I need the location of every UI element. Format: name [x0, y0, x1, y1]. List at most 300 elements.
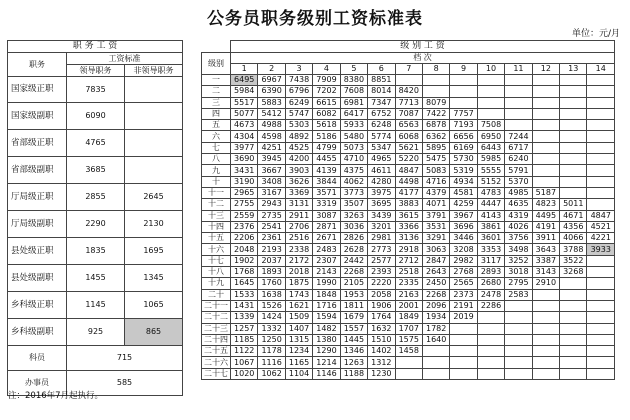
- salary-cell: [560, 368, 587, 379]
- salary-cell: 7193: [450, 120, 477, 131]
- position-row: [8, 211, 183, 238]
- salary-cell: 1067: [231, 357, 258, 368]
- leader-salary: 2290: [67, 211, 125, 238]
- salary-cell: [532, 323, 559, 334]
- salary-cell: 3063: [422, 244, 449, 255]
- salary-cell: [587, 131, 615, 142]
- grade-column-header: 档 次: [231, 53, 615, 64]
- position-row: [8, 184, 183, 211]
- salary-cell: [532, 300, 559, 311]
- salary-cell: 6967: [258, 75, 285, 86]
- salary-cell: [532, 312, 559, 323]
- salary-cell: 8079: [422, 97, 449, 108]
- salary-cell: [587, 368, 615, 379]
- salary-cell: 2680: [477, 278, 504, 289]
- salary-cell: 1557: [340, 323, 367, 334]
- salary-cell: [532, 75, 559, 86]
- salary-cell: 4259: [450, 199, 477, 210]
- salary-cell: 4581: [450, 187, 477, 198]
- salary-cell: 6717: [505, 142, 532, 153]
- salary-cell: 5319: [450, 165, 477, 176]
- salary-cell: 6752: [368, 108, 395, 119]
- level-row: [202, 244, 615, 255]
- level-name: 二十一: [202, 300, 231, 311]
- salary-cell: [532, 176, 559, 187]
- salary-cell: 3695: [368, 199, 395, 210]
- level-name: 八: [202, 154, 231, 165]
- level-name: 二十: [202, 289, 231, 300]
- salary-cell: 4847: [395, 165, 422, 176]
- salary-cell: [505, 357, 532, 368]
- salary-cell: 3571: [313, 187, 340, 198]
- salary-cell: 1526: [258, 300, 285, 311]
- salary-cell: 2583: [505, 289, 532, 300]
- level-row: [202, 210, 615, 221]
- salary-cell: 4280: [368, 176, 395, 187]
- position-salary-table: [7, 40, 183, 396]
- salary-cell: [587, 346, 615, 357]
- position-name: 科员: [8, 346, 67, 371]
- level-row: [202, 154, 615, 165]
- salary-cell: 3263: [340, 210, 367, 221]
- salary-cell: 3190: [231, 176, 258, 187]
- level-name: 六: [202, 131, 231, 142]
- salary-cell: 8420: [395, 86, 422, 97]
- salary-cell: [587, 199, 615, 210]
- salary-cell: [505, 312, 532, 323]
- salary-cell: 1594: [313, 312, 340, 323]
- salary-cell: [532, 142, 559, 153]
- salary-cell: [560, 357, 587, 368]
- salary-cell: 6563: [395, 120, 422, 131]
- salary-cell: [587, 142, 615, 153]
- position-name: 厅局级正职: [8, 184, 67, 211]
- salary-cell: 3143: [532, 267, 559, 278]
- salary-cell: 2559: [231, 210, 258, 221]
- position-name: 省部级副职: [8, 157, 67, 184]
- salary-cell: 2048: [231, 244, 258, 255]
- salary-cell: [587, 120, 615, 131]
- grade-header: 5: [340, 64, 367, 75]
- salary-cell: 3319: [313, 199, 340, 210]
- salary-cell: 5621: [395, 142, 422, 153]
- salary-cell: 5480: [340, 131, 367, 142]
- grade-header: 3: [285, 64, 312, 75]
- level-row: [202, 75, 615, 86]
- salary-cell: 4200: [285, 154, 312, 165]
- level-row: [202, 142, 615, 153]
- level-name: 二十五: [202, 346, 231, 357]
- salary-cell: [532, 289, 559, 300]
- position-name: 办事员: [8, 371, 67, 396]
- salary-cell: 2143: [313, 267, 340, 278]
- salary-cell: 1679: [340, 312, 367, 323]
- salary-cell: 1339: [231, 312, 258, 323]
- salary-cell: 8380: [340, 75, 367, 86]
- salary-cell: 1188: [340, 368, 367, 379]
- position-row: [8, 103, 183, 130]
- level-name: 十: [202, 176, 231, 187]
- nonleader-salary: [125, 77, 183, 103]
- salary-cell: 2442: [340, 255, 367, 266]
- salary-cell: 4611: [368, 165, 395, 176]
- salary-cell: 4671: [560, 210, 587, 221]
- salary-cell: 2220: [368, 278, 395, 289]
- position-column-header: 职务: [8, 53, 67, 77]
- level-row: [202, 108, 615, 119]
- salary-cell: 3615: [395, 210, 422, 221]
- position-name: 省部级正职: [8, 130, 67, 157]
- salary-cell: [560, 187, 587, 198]
- salary-cell: [560, 75, 587, 86]
- salary-cell: 1575: [395, 334, 422, 345]
- salary-cell: 2193: [258, 244, 285, 255]
- salary-cell: 1402: [368, 346, 395, 357]
- salary-cell: 5412: [258, 108, 285, 119]
- salary-cell: 5220: [395, 154, 422, 165]
- salary-cell: [532, 97, 559, 108]
- salary-cell: [560, 346, 587, 357]
- level-name: 二十七: [202, 368, 231, 379]
- salary-cell: [560, 176, 587, 187]
- salary-cell: 1431: [231, 300, 258, 311]
- salary-cell: 6656: [450, 131, 477, 142]
- salary-cell: [532, 357, 559, 368]
- salary-cell: [395, 75, 422, 86]
- salary-cell: 2628: [340, 244, 367, 255]
- salary-cell: 1250: [258, 334, 285, 345]
- salary-cell: 3844: [313, 176, 340, 187]
- salary-cell: [422, 368, 449, 379]
- salary-cell: [450, 323, 477, 334]
- salary-cell: 3439: [368, 210, 395, 221]
- salary-cell: 3791: [422, 210, 449, 221]
- salary-cell: 5730: [450, 154, 477, 165]
- level-row: [202, 165, 615, 176]
- salary-cell: [450, 346, 477, 357]
- salary-cell: 3945: [258, 154, 285, 165]
- level-name: 十二: [202, 199, 231, 210]
- salary-cell: 2191: [450, 300, 477, 311]
- salary-cell: 6878: [422, 120, 449, 131]
- salary-cell: [422, 346, 449, 357]
- salary-cell: 2478: [477, 289, 504, 300]
- salary-cell: [505, 368, 532, 379]
- salary-cell: 5984: [231, 86, 258, 97]
- level-row: [202, 357, 615, 368]
- nonleader-salary: [125, 103, 183, 130]
- salary-cell: 1509: [285, 312, 312, 323]
- salary-cell: 3601: [477, 233, 504, 244]
- salary-cell: 1234: [285, 346, 312, 357]
- salary-cell: 1638: [258, 289, 285, 300]
- level-row: [202, 368, 615, 379]
- salary-cell: [587, 187, 615, 198]
- salary-cell: 6390: [258, 86, 285, 97]
- salary-cell: 2206: [231, 233, 258, 244]
- level-row: [202, 221, 615, 232]
- salary-cell: [587, 278, 615, 289]
- salary-cell: [450, 368, 477, 379]
- salary-cell: 5895: [422, 142, 449, 153]
- salary-cell: 1062: [258, 368, 285, 379]
- salary-cell: 2172: [285, 255, 312, 266]
- salary-cell: [587, 289, 615, 300]
- level-row: [202, 300, 615, 311]
- salary-cell: 4799: [313, 142, 340, 153]
- salary-cell: 3903: [285, 165, 312, 176]
- salary-cell: [587, 323, 615, 334]
- salary-cell: 6362: [422, 131, 449, 142]
- salary-cell: 5303: [285, 120, 312, 131]
- salary-cell: 3626: [285, 176, 312, 187]
- salary-cell: 4892: [285, 131, 312, 142]
- level-row: [202, 334, 615, 345]
- salary-cell: 3975: [368, 187, 395, 198]
- page-title: 公务员职务级别工资标准表: [207, 9, 423, 29]
- salary-cell: [560, 86, 587, 97]
- leader-salary: 1145: [67, 292, 125, 319]
- salary-cell: 4521: [587, 221, 615, 232]
- salary-cell: 1768: [231, 267, 258, 278]
- level-row: [202, 323, 615, 334]
- level-name: 二十二: [202, 312, 231, 323]
- grade-header: 12: [532, 64, 559, 75]
- salary-cell: 2871: [313, 221, 340, 232]
- salary-cell: 1707: [395, 323, 422, 334]
- salary-cell: 3911: [532, 233, 559, 244]
- salary-cell: 5073: [340, 142, 367, 153]
- salary-cell: 2965: [231, 187, 258, 198]
- nonleader-salary: 1345: [125, 265, 183, 292]
- position-name: 县处级正职: [8, 238, 67, 265]
- salary-cell: [477, 346, 504, 357]
- salary-cell: 1185: [231, 334, 258, 345]
- salary-cell: [505, 86, 532, 97]
- salary-cell: 5077: [231, 108, 258, 119]
- salary-cell: 1632: [368, 323, 395, 334]
- level-name: 二: [202, 86, 231, 97]
- salary-cell: 2755: [231, 199, 258, 210]
- level-name: 四: [202, 108, 231, 119]
- salary-cell: 2981: [368, 233, 395, 244]
- salary-cell: 4635: [505, 199, 532, 210]
- salary-cell: [532, 334, 559, 345]
- grade-header: 10: [477, 64, 504, 75]
- salary-cell: 1346: [340, 346, 367, 357]
- position-row: [8, 157, 183, 184]
- level-row: [202, 278, 615, 289]
- salary-cell: [560, 97, 587, 108]
- salary-cell: 1849: [395, 312, 422, 323]
- salary-cell: 5186: [313, 131, 340, 142]
- level-name: 一: [202, 75, 231, 86]
- salary-cell: 1482: [313, 323, 340, 334]
- salary-cell: [422, 86, 449, 97]
- salary-cell: 3967: [450, 210, 477, 221]
- salary-cell: 2826: [340, 233, 367, 244]
- salary-cell: 2019: [450, 312, 477, 323]
- salary-cell: 2911: [285, 210, 312, 221]
- salary-cell: [560, 165, 587, 176]
- grade-header: 13: [560, 64, 587, 75]
- salary-cell: [477, 368, 504, 379]
- salary-cell: 2706: [285, 221, 312, 232]
- salary-cell: 4710: [340, 154, 367, 165]
- level-salary-header: 级 别 工 资: [231, 41, 615, 53]
- grade-header: 7: [395, 64, 422, 75]
- salary-cell: [477, 86, 504, 97]
- salary-cell: [587, 255, 615, 266]
- salary-cell: [587, 312, 615, 323]
- position-name: 厅局级副职: [8, 211, 67, 238]
- position-name: 乡科级副职: [8, 319, 67, 346]
- salary-cell: 1380: [313, 334, 340, 345]
- salary-cell: [395, 368, 422, 379]
- salary-cell: [450, 334, 477, 345]
- salary-cell: 3933: [587, 244, 615, 255]
- nonleader-salary: 1065: [125, 292, 183, 319]
- position-name: 国家级正职: [8, 77, 67, 103]
- salary-cell: 3446: [450, 233, 477, 244]
- salary-cell: 6417: [340, 108, 367, 119]
- nonleader-salary: 2645: [125, 184, 183, 211]
- salary-cell: 1902: [231, 255, 258, 266]
- salary-cell: 4823: [532, 199, 559, 210]
- salary-cell: 1510: [368, 334, 395, 345]
- salary-cell: 2910: [532, 278, 559, 289]
- salary-cell: 4191: [532, 221, 559, 232]
- salary-cell: 2335: [395, 278, 422, 289]
- salary-cell: 2768: [450, 267, 477, 278]
- position-name: 乡科级正职: [8, 292, 67, 319]
- salary-cell: [532, 165, 559, 176]
- salary-cell: 6495: [231, 75, 258, 86]
- salary-cell: 2268: [422, 289, 449, 300]
- salary-cell: 3208: [450, 244, 477, 255]
- grade-header: 4: [313, 64, 340, 75]
- level-row: [202, 86, 615, 97]
- salary-cell: [587, 267, 615, 278]
- level-row: [202, 255, 615, 266]
- nonleader-column-header: 非领导职务: [125, 65, 183, 77]
- grade-header: 2: [258, 64, 285, 75]
- salary-cell: 4379: [422, 187, 449, 198]
- leader-salary: 6090: [67, 103, 125, 130]
- salary-cell: 3136: [395, 233, 422, 244]
- leader-salary: 1835: [67, 238, 125, 265]
- salary-cell: [505, 346, 532, 357]
- salary-cell: [450, 75, 477, 86]
- salary-cell: [560, 323, 587, 334]
- salary-cell: 7438: [285, 75, 312, 86]
- salary-cell: 3387: [532, 255, 559, 266]
- salary-cell: 3861: [477, 221, 504, 232]
- salary-cell: 8014: [368, 86, 395, 97]
- salary-cell: 3788: [560, 244, 587, 255]
- salary-cell: [532, 368, 559, 379]
- salary-cell: 2163: [395, 289, 422, 300]
- salary-cell: 7422: [422, 108, 449, 119]
- salary-cell: 6796: [285, 86, 312, 97]
- salary-cell: 5791: [505, 165, 532, 176]
- grade-header: 6: [368, 64, 395, 75]
- salary-cell: 1312: [368, 357, 395, 368]
- salary-cell: 2105: [340, 278, 367, 289]
- salary-cell: 6443: [477, 142, 504, 153]
- salary-cell: [560, 142, 587, 153]
- salary-cell: [587, 108, 615, 119]
- salary-cell: 2918: [395, 244, 422, 255]
- salary-cell: 7608: [340, 86, 367, 97]
- salary-cell: 1445: [340, 334, 367, 345]
- salary-cell: 7347: [368, 97, 395, 108]
- salary-cell: 2518: [395, 267, 422, 278]
- salary-cell: 3268: [560, 267, 587, 278]
- salary-cell: [532, 346, 559, 357]
- salary-cell: 4071: [422, 199, 449, 210]
- salary-cell: 1782: [422, 323, 449, 334]
- salary-cell: 1263: [340, 357, 367, 368]
- leader-salary: 1455: [67, 265, 125, 292]
- leader-salary: 7835: [67, 77, 125, 103]
- salary-cell: 2735: [258, 210, 285, 221]
- salary-cell: 4143: [477, 210, 504, 221]
- salary-cell: 1893: [258, 267, 285, 278]
- salary-cell: 7713: [395, 97, 422, 108]
- salary-cell: 4783: [477, 187, 504, 198]
- salary-cell: 4221: [587, 233, 615, 244]
- salary-cell: 1934: [422, 312, 449, 323]
- salary-cell: 2847: [422, 255, 449, 266]
- salary-cell: 3690: [231, 154, 258, 165]
- nonleader-salary: [125, 157, 183, 184]
- salary-cell: 6249: [285, 97, 312, 108]
- nonleader-salary: 2130: [125, 211, 183, 238]
- leader-salary: 4765: [67, 130, 125, 157]
- salary-cell: 1743: [285, 289, 312, 300]
- salary-cell: [450, 97, 477, 108]
- salary-cell: 1458: [395, 346, 422, 357]
- salary-cell: 3977: [231, 142, 258, 153]
- salary-cell: 3036: [340, 221, 367, 232]
- salary-cell: 3883: [395, 199, 422, 210]
- salary-cell: 4988: [258, 120, 285, 131]
- salary-cell: [532, 120, 559, 131]
- salary-cell: 2773: [368, 244, 395, 255]
- level-name: 二十六: [202, 357, 231, 368]
- level-name: 十五: [202, 233, 231, 244]
- salary-cell: 2516: [285, 233, 312, 244]
- salary-cell: 5011: [560, 199, 587, 210]
- salary-cell: 4847: [587, 210, 615, 221]
- salary-cell: 6068: [395, 131, 422, 142]
- salary-cell: 7202: [313, 86, 340, 97]
- salary-cell: [560, 300, 587, 311]
- salary-cell: 4598: [258, 131, 285, 142]
- salary-cell: 2361: [258, 233, 285, 244]
- salary-cell: 2096: [422, 300, 449, 311]
- salary-cell: 1020: [231, 368, 258, 379]
- salary-cell: [505, 97, 532, 108]
- position-row: [8, 292, 183, 319]
- salary-cell: [587, 154, 615, 165]
- salary-cell: 6082: [313, 108, 340, 119]
- salary-cell: 4375: [340, 165, 367, 176]
- level-name: 十九: [202, 278, 231, 289]
- salary-cell: 2286: [477, 300, 504, 311]
- salary-cell: 2712: [395, 255, 422, 266]
